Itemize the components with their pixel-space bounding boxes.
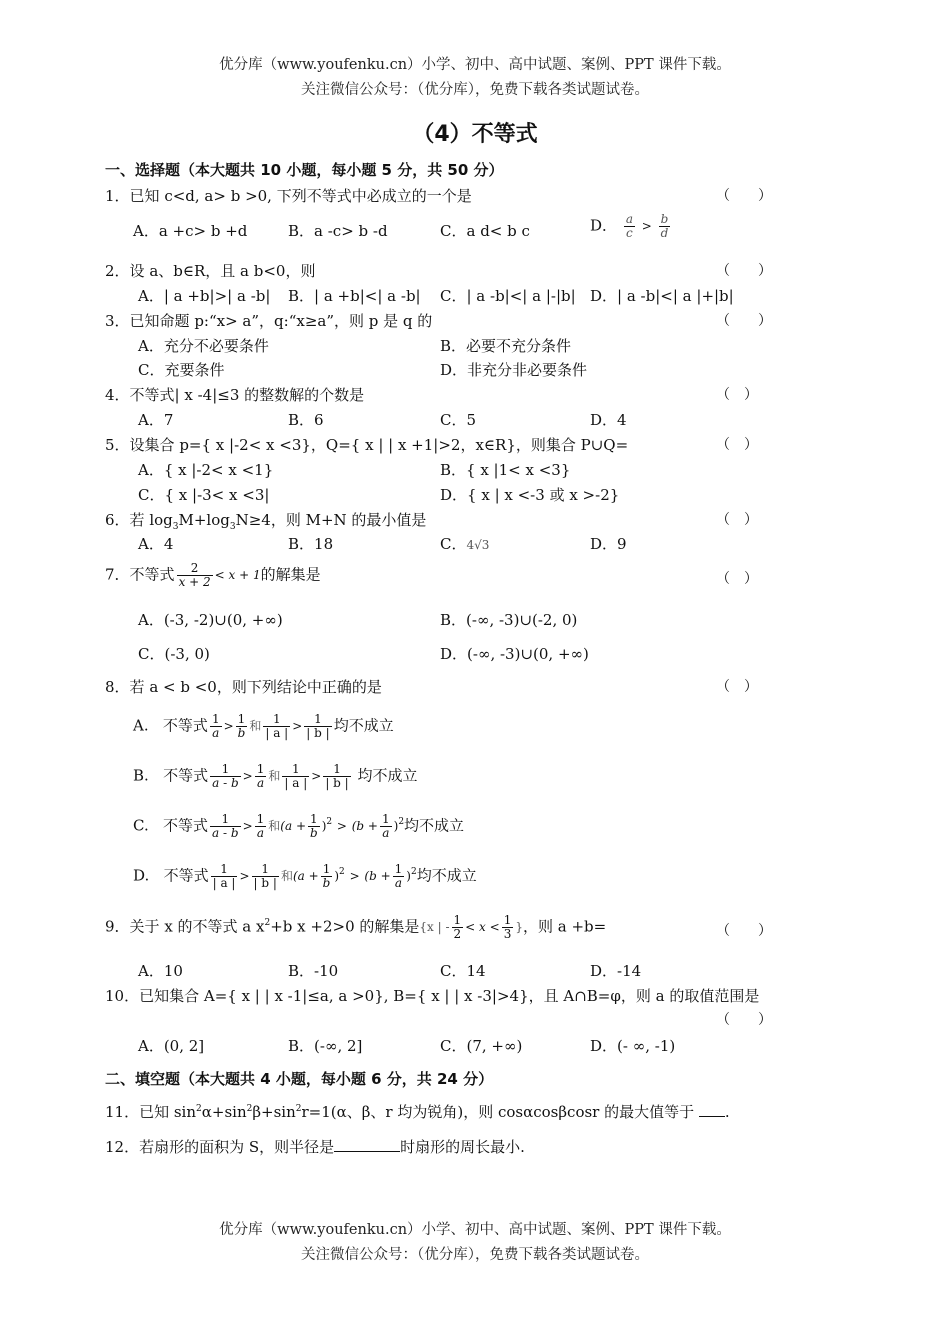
q4-option-b: B．6 — [288, 411, 324, 429]
q8-option-b: B. 不等式 $\frac{1}{a - b}$ > $\frac{1}{a}$ 和 $\frac{1}{| a |}$ > $\frac{1}{| b |}$ 均不成立 — [133, 762, 418, 790]
footer-line-2: 关注微信公众号：（优分库），免费下载各类试题试卷。 — [301, 1247, 649, 1263]
q3-option-c: C．充要条件 — [138, 361, 225, 379]
q1-option-a: A．a +c> b +d — [133, 222, 248, 240]
q7-option-c: C．(-3, 0) — [138, 645, 210, 663]
q5-option-b: B．{ x |1< x <3} — [440, 461, 571, 479]
q2-option-d: D．| a -b|<| a |+|b| — [590, 287, 734, 305]
q2-answer-paren: （ ） — [716, 263, 772, 279]
q5-answer-paren: （ ） — [716, 437, 758, 453]
q7-answer-paren: （ ） — [716, 571, 758, 587]
q2-stem: 2．设 a、b∈R，且 a b<0，则 — [105, 262, 316, 280]
q4-answer-paren: （ ） — [716, 387, 758, 403]
q6-option-b: B．18 — [288, 535, 334, 553]
header-line-1: 优分库（www.youfenku.cn）小学、初中、高中试题、案例、PPT 课件下载。 — [219, 57, 731, 73]
q10-option-d: D．(- ∞, -1) — [590, 1037, 676, 1055]
section-2-heading: 二、填空题（本大题共 4 小题，每小题 6 分，共 24 分） — [105, 1070, 494, 1088]
q4-option-c: C．5 — [440, 411, 477, 429]
q2-option-a: A．| a +b|>| a -b| — [138, 287, 271, 305]
q3-option-a: A．充分不必要条件 — [138, 337, 269, 355]
q12-answer-blank[interactable] — [334, 1151, 400, 1152]
q10-stem: 10．已知集合 A={ x | | x -1|≤a, a >0}, B={ x | | x -3|>4}，且 A∩B=φ，则 a 的取值范围是 — [105, 987, 760, 1005]
q7-option-a: A．(-3, -2)∪(0, +∞) — [138, 611, 283, 629]
q6-stem: 6．若 $\log_3M+\log_3N\ge 4$，则 M+N 的最小值是 — [105, 511, 427, 532]
q4-option-d: D．4 — [590, 411, 627, 429]
q5-option-c: C．{ x |-3< x <3| — [138, 486, 270, 504]
q5-option-d: D．{ x | x <-3 或 x >-2} — [440, 486, 620, 504]
q1-option-c: C．a d< b c — [440, 222, 530, 240]
q8-option-a: A. 不等式 $\frac{1}{a}$ > $\frac{1}{b}$ 和 $\frac{1}{| a |}$ > $\frac{1}{| b |}$ 均不成立 — [133, 712, 394, 740]
q10-answer-paren: （ ） — [716, 1012, 772, 1028]
q9-option-d: D．-14 — [590, 962, 642, 980]
q6-option-d: D．9 — [590, 535, 627, 553]
q11-text: 11．已知 $\sin^2\alpha+\sin^2\beta+\sin^2r=1(\alpha$、β、r 均为锐角)，则 cosαcosβcosr 的最大值等于 . — [105, 1103, 730, 1121]
q4-stem: 4．不等式| x -4|≤3 的整数解的个数是 — [105, 386, 365, 404]
q10-option-c: C．(7, +∞) — [440, 1037, 523, 1055]
q7-stem: 7．不等式 $\frac{2}{x + 2}$ < x + 1的解集是 — [105, 561, 321, 589]
header-line-2: 关注微信公众号：（优分库），免费下载各类试题试卷。 — [301, 82, 649, 98]
q7-option-d: D．(-∞, -3)∪(0, +∞) — [440, 645, 589, 663]
q8-option-d: D. 不等式 $\frac{1}{| a |}$ > $\frac{1}{| b |}$ 和(a + $\frac{1}{b}$ )$^2$ > (b + $\frac{1}{a}$ )$^2$均不成立 — [133, 862, 477, 890]
q9-option-a: A．10 — [138, 962, 183, 980]
q3-option-d: D．非充分非必要条件 — [440, 361, 588, 379]
q5-option-a: A．{ x |-2< x <1} — [138, 461, 274, 479]
q3-answer-paren: （ ） — [716, 313, 772, 329]
q9-option-b: B．-10 — [288, 962, 339, 980]
q2-option-b: B．| a +b|<| a -b| — [288, 287, 421, 305]
q12-text: 12．若扇形的面积为 S，则半径是 时扇形的周长最小. — [105, 1138, 525, 1156]
q2-option-c: C．| a -b|<| a |-|b| — [440, 287, 576, 305]
q9-answer-paren: （ ） — [716, 923, 772, 939]
q5-stem: 5．设集合 p={ x |-2< x <3}，Q={ x | | x +1|>2，x∈R}，则集合 P∪Q= — [105, 436, 629, 454]
page-title: （4）不等式 — [412, 122, 538, 147]
q8-answer-paren: （ ） — [716, 679, 758, 695]
q6-answer-paren: （ ） — [716, 512, 758, 528]
q1-option-b: B．a -c> b -d — [288, 222, 388, 240]
section-1-heading: 一、选择题（本大题共 10 小题，每小题 5 分，共 50 分） — [105, 161, 504, 179]
q8-stem: 8．若 a < b <0，则下列结论中正确的是 — [105, 678, 382, 696]
q11-answer-blank[interactable] — [699, 1116, 725, 1117]
footer-line-1: 优分库（www.youfenku.cn）小学、初中、高中试题、案例、PPT 课件下载。 — [219, 1222, 731, 1238]
q1-option-d: D． $\frac{a}{c}$ > $\frac{b}{d}$ — [590, 212, 669, 240]
q9-option-c: C．14 — [440, 962, 486, 980]
q7-option-b: B．(-∞, -3)∪(-2, 0) — [440, 611, 578, 629]
q1-stem: 1．已知 c<d, a> b >0, 下列不等式中必成立的一个是 — [105, 187, 472, 205]
q9-stem: 9．关于 x 的不等式 a $x^2+b$ x +2>0 的解集是{x | - $\frac{1}{2}$ < x < $\frac{1}{3}$ }，则 a +b= — [105, 913, 607, 941]
q3-stem: 3．已知命题 p:“x> a”，q:“x≥a”，则 p 是 q 的 — [105, 312, 433, 330]
q10-option-a: A．(0, 2] — [138, 1037, 205, 1055]
q6-option-c: C．4√3 — [440, 535, 490, 553]
q4-option-a: A．7 — [138, 411, 174, 429]
q8-option-c: C. 不等式 $\frac{1}{a - b}$ > $\frac{1}{a}$ 和(a + $\frac{1}{b}$ )$^2$ > (b + $\frac{1}{a}$ )$^2$均不成立 — [133, 812, 465, 840]
q10-option-b: B．(-∞, 2] — [288, 1037, 363, 1055]
q6-option-a: A．4 — [138, 535, 174, 553]
q3-option-b: B．必要不充分条件 — [440, 337, 572, 355]
q1-answer-paren: （ ） — [716, 188, 772, 204]
